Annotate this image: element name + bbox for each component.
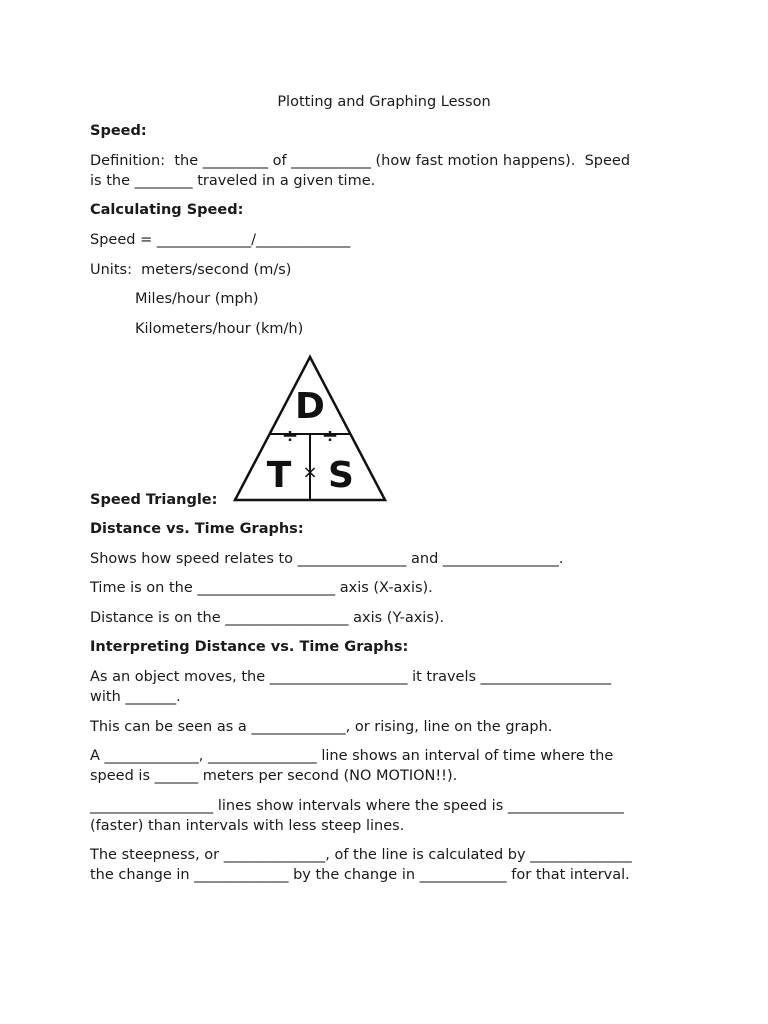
speed-formula: Speed = _____________/_____________	[90, 232, 351, 248]
speed-triangle-diagram	[232, 354, 388, 504]
divide-icon-left: ÷	[281, 423, 299, 447]
divide-icon-right: ÷	[321, 423, 339, 447]
interpreting-line-3b: speed is ______ meters per second (NO MOTION!!).	[90, 768, 458, 784]
unit-mph: Miles/hour (mph)	[135, 291, 259, 307]
triangle-s-label: S	[328, 455, 354, 496]
speed-heading: Speed:	[90, 123, 147, 139]
interpreting-line-3a: A _____________, _______________ line shows an interval of time where the	[90, 748, 614, 764]
interpreting-heading: Interpreting Distance vs. Time Graphs:	[90, 639, 409, 655]
distance-time-line-2: Time is on the ___________________ axis (X-axis).	[90, 580, 433, 596]
distance-time-line-3: Distance is on the _________________ axis (Y-axis).	[90, 610, 445, 626]
definition-line-2: is the ________ traveled in a given time.	[90, 173, 376, 189]
interpreting-line-2: This can be seen as a _____________, or rising, line on the graph.	[90, 719, 553, 735]
interpreting-line-4b: (faster) than intervals with less steep lines.	[90, 818, 405, 834]
interpreting-line-4a: _________________ lines show intervals where the speed is ________________	[90, 798, 624, 814]
page-title: Plotting and Graphing Lesson	[277, 94, 491, 110]
calculating-speed-heading: Calculating Speed:	[90, 202, 244, 218]
speed-triangle-heading: Speed Triangle:	[90, 492, 218, 508]
units-line: Units: meters/second (m/s)	[90, 262, 292, 278]
distance-time-heading: Distance vs. Time Graphs:	[90, 521, 304, 537]
definition-line-1: Definition: the _________ of ___________ (how fast motion happens). Speed	[90, 153, 631, 169]
triangle-d-label: D	[295, 386, 325, 427]
interpreting-line-5b: the change in _____________ by the change in ____________ for that interval.	[90, 867, 630, 883]
interpreting-line-5a: The steepness, or ______________, of the line is calculated by ______________	[90, 847, 632, 863]
interpreting-line-1a: As an object moves, the ___________________ it travels __________________	[90, 669, 612, 685]
triangle-t-label: T	[266, 455, 292, 496]
distance-time-line-1: Shows how speed relates to _______________ and ________________.	[90, 551, 564, 567]
unit-kmh: Kilometers/hour (km/h)	[135, 321, 304, 337]
interpreting-line-1b: with _______.	[90, 689, 181, 705]
times-icon: ×	[302, 462, 318, 483]
